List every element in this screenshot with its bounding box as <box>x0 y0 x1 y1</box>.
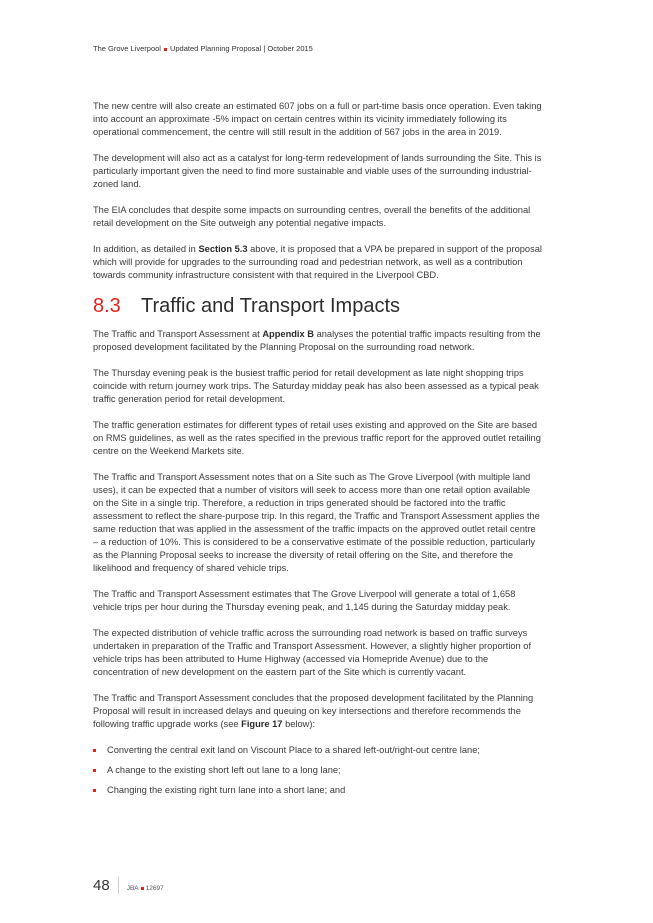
page-number: 48 <box>93 877 119 894</box>
paragraph-appendix: The Traffic and Transport Assessment at Appendix B analyses the potential traffic impacts resulting from the proposed development facilitated by the Planning Proposal on the surrounding road network. <box>93 328 541 352</box>
paragraph-trip-reduction: The Traffic and Transport Assessment notes that on a Site such as The Grove Liverpool (with multiple land uses), it can be expected that a number of visitors will seek to access more than one retail option available on the Site in a single trip. Therefore, a reduction in trips generated should be factored into the traffic assessment to reflect the share-purpose trip. In this regard, the Traffic and Transport Assessment applies the same reduction that was applied in the assessment of the traffic impacts on the approved outlet retail centre – a reduction of 10%. This is considered to be a conservative estimate of the possible reduction, particularly as the Planning Proposal seeks to increase the diversity of retail offering on the Site, and therefore the likelihood and frequency of shared vehicle trips. <box>93 471 540 574</box>
paragraph-distribution: The expected distribution of vehicle traffic across the surrounding road network is based on traffic surveys undertaken in preparation of the Traffic and Transport Assessment. However, a slightly higher proportion of vehicle trips has been attributed to Hume Highway (accessed via Homepride Avenue) due to the concentration of new development on the eastern part of the Site which is currently vacant. <box>93 627 532 678</box>
page-footer <box>93 877 164 894</box>
footer-separator-dot <box>141 887 144 890</box>
header-separator-dot <box>164 48 167 51</box>
paragraph-upgrade-works: The Traffic and Transport Assessment concludes that the proposed development facilitated by the Planning Proposal will result in increased delays and queuing on key intersections and therefore recommends the following traffic upgrade works (see Figure 17 below): <box>93 692 534 730</box>
bullet-marker <box>93 749 96 752</box>
bullet-marker <box>93 769 96 772</box>
bullet-marker <box>93 789 96 792</box>
paragraph-peak-periods: The Thursday evening peak is the busiest traffic period for retail development as late night shopping trips coincide with return journey work trips. The Saturday midday peak has also been assessed as a typical peak traffic generation period for retail development. <box>93 367 539 404</box>
section-heading <box>93 295 543 318</box>
upgrade-works-list <box>93 744 543 797</box>
paragraph-eia-conclusion: The EIA concludes that despite some impacts on surrounding centres, overall the benefits of the additional retail development on the Site outweigh any potential negative impacts. <box>93 204 531 229</box>
list-item: Changing the existing right turn lane into a short lane; and <box>93 784 543 797</box>
paragraph-catalyst: The development will also act as a catalyst for long-term redevelopment of lands surrounding the Site. This is particularly important given the need to find more sustainable and viable uses of the surrounding industrial-zoned land. <box>93 152 542 190</box>
list-item: A change to the existing short left out lane to a long lane; <box>93 764 543 777</box>
body-content <box>93 100 543 804</box>
document-reference: JBA 12697 <box>126 885 164 892</box>
section-reference: Section 5.3 <box>198 243 248 254</box>
section-number: 8.3 <box>93 294 121 317</box>
header-document: Updated Planning Proposal | October 2015 <box>169 44 313 53</box>
figure-reference: Figure 17 <box>241 719 283 730</box>
paragraph-trip-totals: The Traffic and Transport Assessment estimates that The Grove Liverpool will generate a total of 1,658 vehicle trips per hour during the Thursday evening peak, and 1,145 during the Saturday midday peak. <box>93 589 516 613</box>
appendix-reference: Appendix B <box>262 328 314 339</box>
header-project: The Grove Liverpool <box>93 44 161 53</box>
section-title: Traffic and Transport Impacts <box>141 294 400 317</box>
list-item: Converting the central exit land on Viscount Place to a shared left-out/right-out centre lane; <box>93 744 543 757</box>
running-header <box>93 44 313 53</box>
paragraph-jobs: The new centre will also create an estimated 607 jobs on a full or part-time basis once operation. Even taking into account an approximate -5% impact on certain centres within its vicinity immediately following its operational commencement, the centre will still result in the addition of 567 jobs in the area in 2019. <box>93 101 542 138</box>
paragraph-generation-estimates: The traffic generation estimates for different types of retail uses existing and approved on the Site are based on RMS guidelines, as well as the rates specified in the previous traffic report for the approved outlet retailing centre on the Weekend Markets site. <box>93 419 541 456</box>
paragraph-vpa: In addition, as detailed in Section 5.3 above, it is proposed that a VPA be prepared in support of the proposal which will provide for upgrades to the surrounding road and pedestrian network, as well as a contribution towards community infrastructure consistent with that required in the Liverpool CBD. <box>93 243 542 280</box>
